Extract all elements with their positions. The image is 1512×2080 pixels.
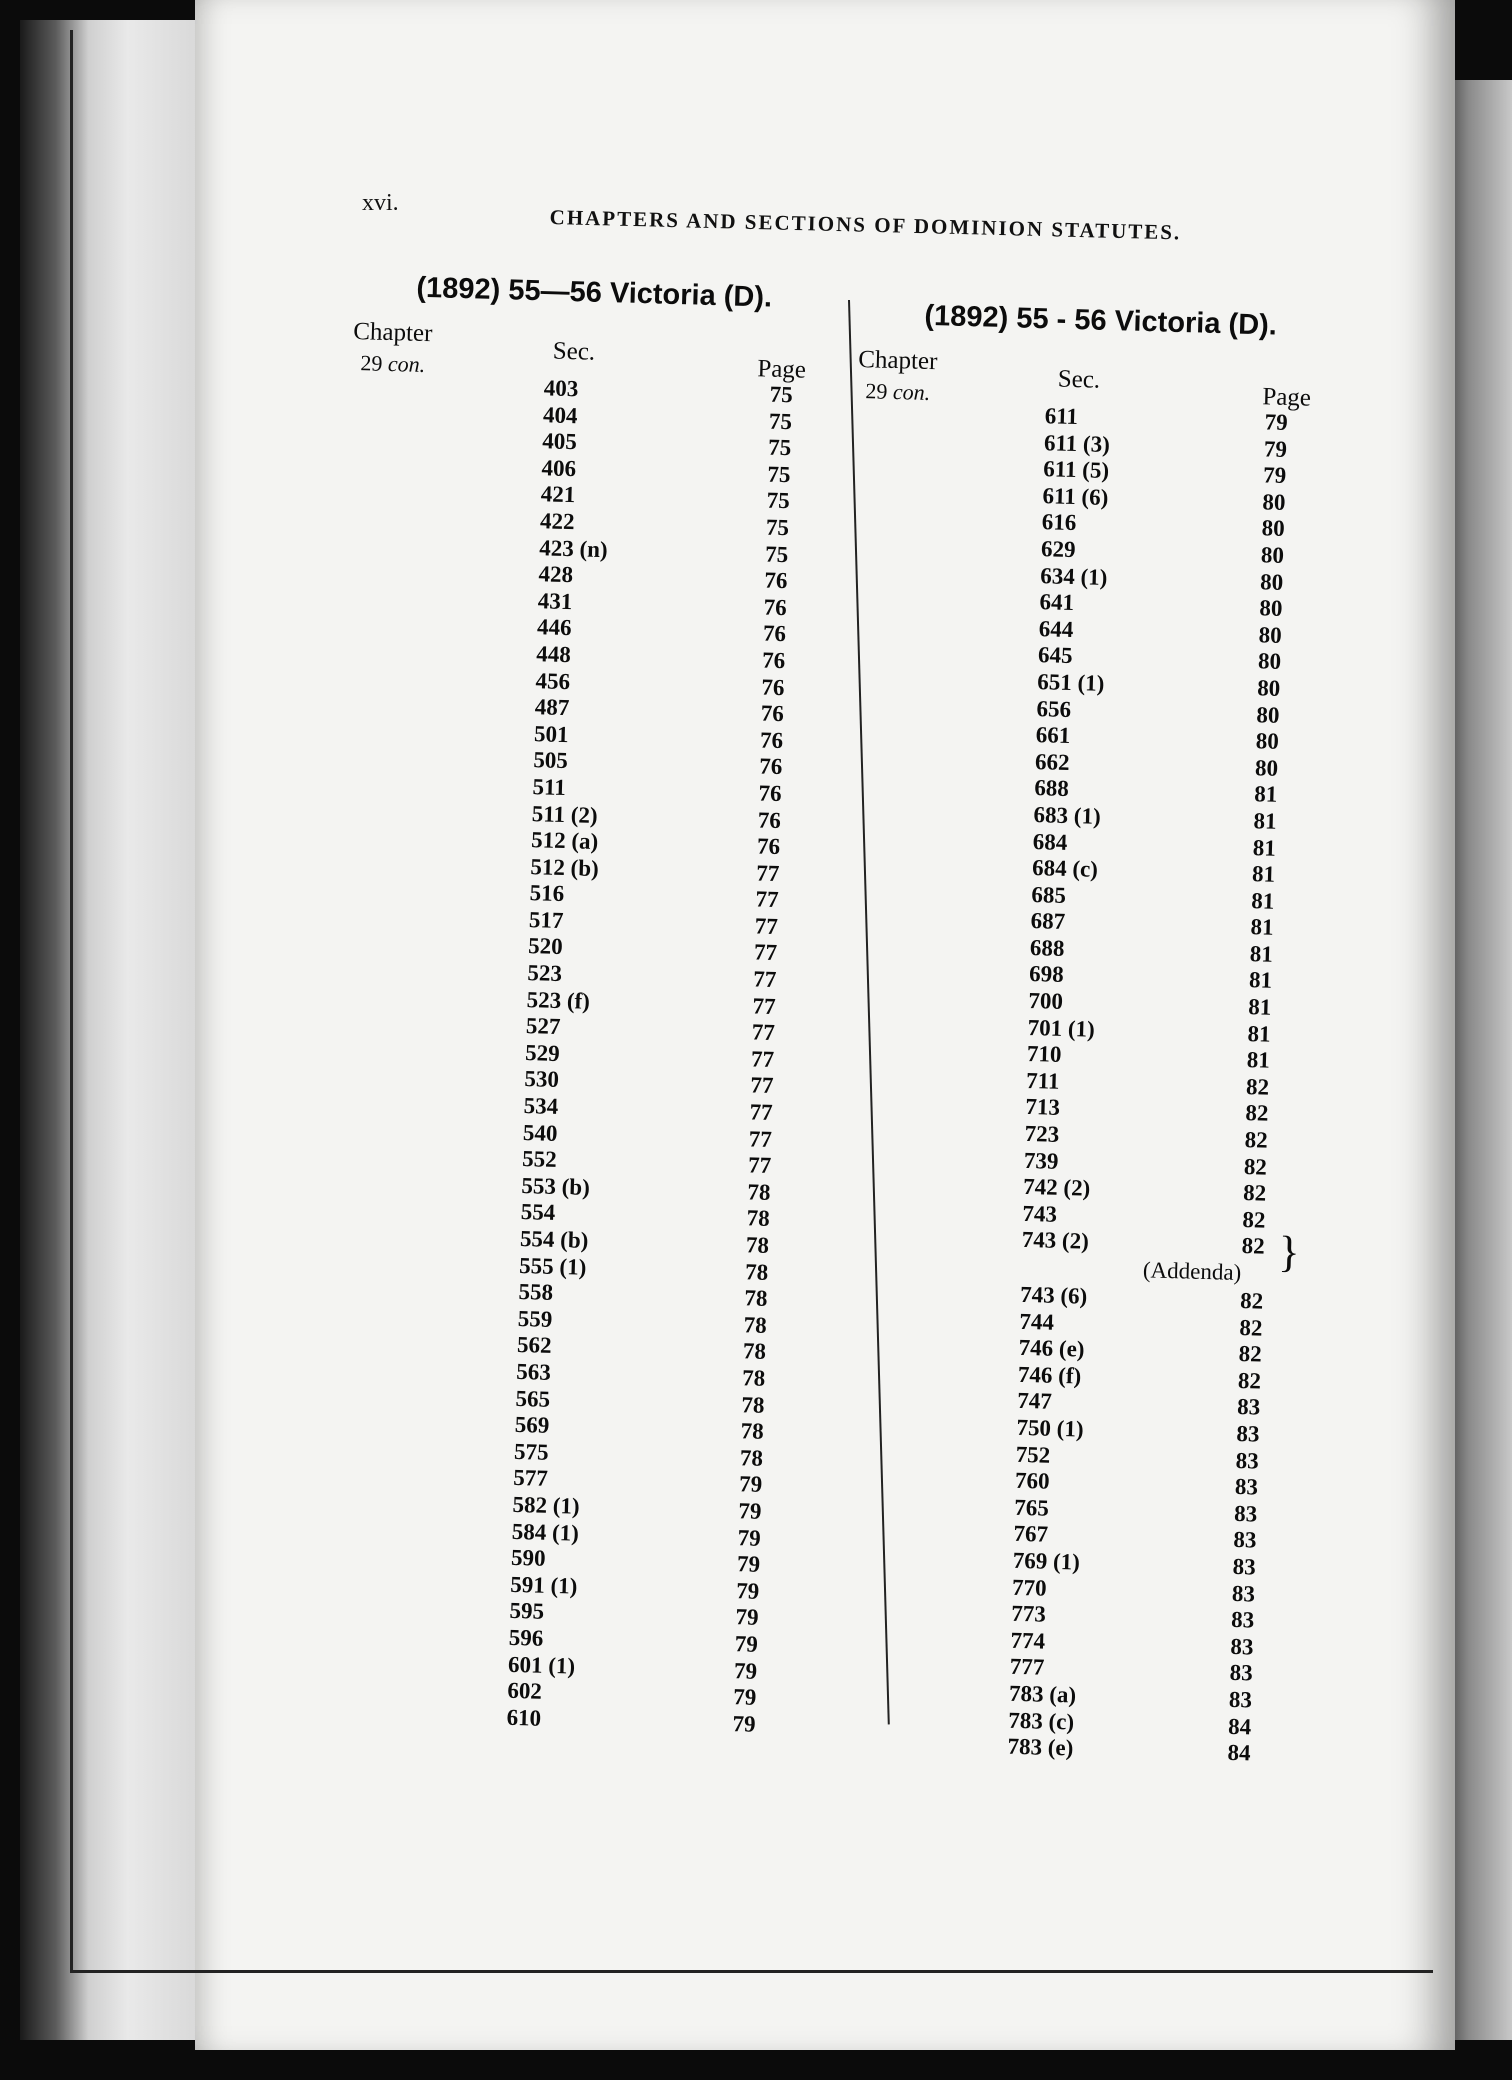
page-number: 76: [760, 700, 785, 727]
section-number: 747: [1016, 1388, 1053, 1415]
section-number: 523 (f): [526, 986, 591, 1014]
page-number: 78: [740, 1418, 765, 1445]
section-number: 773: [1010, 1600, 1047, 1627]
page-number: 78: [743, 1312, 768, 1338]
section-number: 661: [1035, 722, 1071, 749]
page-number: 77: [754, 913, 779, 939]
page-number: 80: [1262, 489, 1286, 515]
left-column-title: (1892) 55—56 Victoria (D).: [416, 271, 773, 314]
section-number: 783 (a): [1008, 1680, 1077, 1708]
page-number: 82: [1245, 1073, 1270, 1100]
page-number: 81: [1249, 941, 1274, 967]
page-number: 83: [1231, 1580, 1256, 1607]
section-number: 511: [532, 774, 567, 800]
section-number: 422: [539, 508, 575, 535]
page-number: 84: [1227, 1713, 1252, 1739]
page-number: 82: [1238, 1341, 1263, 1367]
page-number: 77: [749, 1099, 773, 1126]
section-number: 767: [1013, 1521, 1049, 1548]
section-number: 611 (5): [1042, 456, 1110, 484]
left-chapter-suffix: con.: [387, 350, 426, 377]
section-number: 616: [1041, 509, 1077, 536]
section-number: 523: [527, 960, 563, 987]
addenda-brace: }: [1277, 1227, 1301, 1277]
section-number: 651 (1): [1037, 669, 1105, 696]
section-number: 760: [1014, 1467, 1050, 1494]
section-number: 456: [535, 667, 571, 694]
page-number: 79: [732, 1684, 757, 1710]
page-number: 79: [735, 1577, 760, 1604]
page-number: 80: [1261, 515, 1286, 542]
right-chapter-suffix: con.: [892, 378, 931, 405]
page-number: 82: [1245, 1100, 1269, 1127]
section-number: 713: [1025, 1094, 1061, 1121]
section-number: 743 (6): [1019, 1281, 1088, 1309]
section-number: 684: [1032, 828, 1068, 855]
page-number: 75: [767, 434, 792, 461]
page-number: 75: [767, 461, 791, 488]
section-number: 404: [542, 401, 578, 428]
section-number: 403: [543, 375, 579, 402]
section-number: 683 (1): [1033, 801, 1102, 829]
right-rows: [819, 398, 1337, 1769]
page-number: 82: [1243, 1153, 1268, 1180]
right-column-title: (1892) 55 - 56 Victoria (D).: [924, 299, 1278, 342]
page-number: 79: [733, 1657, 758, 1684]
page-number: 80: [1256, 701, 1280, 728]
section-number: 517: [528, 906, 564, 933]
section-number: 512 (b): [530, 853, 600, 881]
section-number: 769 (1): [1012, 1547, 1081, 1575]
section-number: 487: [534, 694, 570, 721]
section-number: 743 (2): [1021, 1227, 1090, 1255]
page-number: 78: [741, 1391, 765, 1418]
section-number: 770: [1011, 1574, 1047, 1601]
section-number: 783 (c): [1008, 1707, 1075, 1735]
section-number: 421: [540, 481, 576, 508]
page-number: 79: [737, 1524, 762, 1551]
page-number: 80: [1255, 728, 1280, 754]
page-number: 77: [748, 1125, 773, 1152]
section-number: 641: [1039, 589, 1075, 616]
page-number: 75: [768, 408, 793, 434]
page-number: 82: [1242, 1180, 1267, 1206]
section-number: 590: [510, 1544, 546, 1571]
page-number: 76: [759, 727, 784, 753]
page-number: 83: [1229, 1660, 1254, 1686]
page-number: 80: [1258, 622, 1283, 648]
page-number: 76: [758, 780, 782, 807]
section-number: 516: [529, 880, 565, 907]
page-number: 83: [1236, 1394, 1261, 1420]
page-number: 82: [1241, 1233, 1266, 1260]
page-number: 79: [738, 1498, 762, 1524]
page-number: 80: [1259, 568, 1284, 595]
page-number: 82: [1239, 1314, 1263, 1341]
page-number: 81: [1247, 1020, 1271, 1047]
section-number: 777: [1009, 1654, 1045, 1680]
section-number: 629: [1040, 536, 1076, 563]
section-number: 688: [1029, 934, 1065, 961]
page-number: 75: [765, 514, 790, 541]
section-number: 558: [518, 1279, 554, 1306]
section-number: 701 (1): [1027, 1014, 1096, 1042]
section-number: 505: [533, 747, 569, 774]
page-number: 76: [763, 594, 788, 620]
section-number: 744: [1019, 1308, 1055, 1335]
section-number: 431: [537, 587, 573, 614]
folio: xvi.: [362, 190, 399, 216]
section-number: 554 (b): [519, 1225, 589, 1253]
section-number: 611: [1044, 403, 1079, 430]
page-number: 79: [732, 1710, 756, 1737]
page-number: 79: [736, 1551, 761, 1577]
page-number: 78: [742, 1338, 767, 1365]
page-number: 81: [1248, 994, 1272, 1020]
section-number: 584 (1): [511, 1518, 580, 1546]
section-number: 406: [541, 455, 577, 482]
page-number: 79: [734, 1631, 759, 1657]
section-number: 739: [1023, 1147, 1059, 1174]
page-number: 83: [1236, 1420, 1260, 1447]
page-number: 77: [751, 1019, 776, 1046]
page-number: 76: [756, 833, 781, 860]
section-number: 511 (2): [531, 800, 599, 828]
right-sec-header: Sec.: [1057, 365, 1101, 394]
section-number: 611 (6): [1042, 482, 1109, 510]
page-number: 77: [750, 1072, 774, 1099]
page-number: 79: [1264, 409, 1289, 435]
page-number: 78: [744, 1258, 769, 1285]
page-number: 83: [1230, 1633, 1254, 1660]
section-number: 554: [520, 1199, 556, 1226]
page-number: 77: [755, 860, 780, 886]
section-number: 530: [524, 1066, 560, 1093]
page-number: 75: [764, 541, 789, 567]
page-number: 84: [1227, 1739, 1251, 1766]
section-number: 553 (b): [521, 1172, 591, 1200]
section-number: 611 (3): [1043, 429, 1111, 457]
running-head: CHAPTERS AND SECTIONS OF DOMINION STATUTES.: [549, 205, 1182, 245]
section-number: 529: [524, 1039, 561, 1066]
right-chapter-header: Chapter: [857, 345, 938, 376]
section-number: 644: [1038, 615, 1074, 642]
section-number: 746 (f): [1017, 1361, 1082, 1389]
section-number: 591 (1): [510, 1571, 578, 1599]
page-number: 80: [1260, 542, 1285, 568]
section-number: 565: [515, 1385, 551, 1412]
page-number: 82: [1237, 1367, 1262, 1394]
section-number: 423 (n): [538, 534, 609, 562]
page-number: 77: [753, 966, 777, 993]
page-number: 81: [1252, 834, 1277, 861]
page-number: 81: [1253, 808, 1277, 834]
page-number: 79: [735, 1604, 759, 1631]
page-number: 83: [1233, 1527, 1257, 1553]
section-number: 685: [1031, 881, 1067, 908]
page-number: 83: [1234, 1474, 1259, 1500]
section-number: 746 (e): [1018, 1335, 1085, 1362]
section-number: 582 (1): [512, 1491, 580, 1519]
page-number: 83: [1228, 1686, 1253, 1713]
section-number: 711: [1025, 1067, 1060, 1094]
section-number: 527: [525, 1013, 561, 1040]
section-number: 559: [517, 1305, 553, 1332]
page-number: 77: [752, 993, 776, 1019]
page-number: 77: [755, 886, 779, 913]
section-number: 595: [509, 1598, 545, 1625]
section-number: 743: [1022, 1200, 1058, 1227]
page-number: 81: [1253, 781, 1278, 808]
left-chapter-header: Chapter: [352, 317, 433, 348]
section-number: 700: [1028, 988, 1064, 1014]
section-number: 774: [1010, 1627, 1046, 1654]
section-number: 610: [506, 1704, 542, 1731]
section-number: 575: [513, 1438, 549, 1465]
section-number: 428: [538, 561, 574, 588]
section-number: 662: [1034, 748, 1070, 775]
page-number: 78: [741, 1365, 766, 1391]
section-number: 569: [514, 1412, 550, 1439]
page-number: 78: [747, 1179, 771, 1205]
page-number: 77: [750, 1046, 775, 1072]
section-number: 710: [1026, 1041, 1062, 1068]
page-number: 82: [1244, 1127, 1268, 1153]
section-number: 601 (1): [507, 1651, 576, 1679]
section-number: 684 (c): [1031, 855, 1099, 882]
left-sec-header: Sec.: [552, 337, 596, 366]
section-number: 698: [1028, 961, 1065, 988]
page-number: 76: [757, 806, 782, 833]
section-number: 765: [1013, 1494, 1050, 1521]
page-number: 79: [738, 1471, 763, 1498]
page-number: 79: [1262, 462, 1287, 489]
section-number: 552: [521, 1146, 558, 1173]
section-number: 742 (2): [1022, 1174, 1091, 1201]
section-number: 688: [1034, 775, 1070, 802]
section-number: 723: [1024, 1120, 1060, 1147]
section-number: 752: [1015, 1441, 1051, 1468]
page-number: 83: [1235, 1447, 1260, 1474]
page-number: 76: [761, 647, 786, 674]
page-number: 78: [745, 1232, 770, 1258]
page-number: 79: [1263, 435, 1288, 462]
section-number: 634 (1): [1039, 562, 1108, 590]
section-number: 501: [533, 720, 569, 747]
section-number: 562: [516, 1332, 552, 1359]
page-number: 76: [758, 753, 783, 780]
section-number: 656: [1036, 695, 1072, 722]
page-number: 83: [1233, 1500, 1258, 1527]
page-number: 80: [1259, 595, 1283, 622]
page-number: 80: [1254, 754, 1279, 781]
left-page-header: Page: [757, 355, 807, 384]
page-number: 81: [1251, 861, 1276, 887]
section-number: 534: [523, 1093, 559, 1120]
addenda-label: (Addenda): [1142, 1257, 1242, 1286]
page-number: 82: [1239, 1288, 1264, 1314]
page-number: 76: [762, 620, 787, 647]
section-number: 540: [522, 1119, 558, 1146]
page-number: 78: [739, 1444, 764, 1471]
section-number: 520: [527, 933, 564, 960]
section-number: 577: [512, 1465, 549, 1492]
page-number: 80: [1256, 675, 1281, 701]
section-number: 446: [536, 614, 572, 641]
page-number: 81: [1246, 1047, 1271, 1073]
page-number: 78: [746, 1205, 771, 1232]
page-number: 77: [747, 1152, 772, 1179]
section-number: 645: [1037, 642, 1073, 669]
page-number: 82: [1242, 1206, 1266, 1233]
page-number: 81: [1250, 887, 1275, 914]
section-number: 555 (1): [518, 1252, 587, 1280]
page-number: 75: [769, 381, 794, 408]
page-number: 76: [764, 567, 788, 594]
section-number: 563: [515, 1358, 552, 1385]
page-number: 83: [1230, 1607, 1255, 1633]
page-number: 77: [753, 939, 778, 966]
page-number: 83: [1232, 1553, 1257, 1580]
left-rows: [314, 370, 832, 1739]
page-number: 75: [766, 487, 791, 514]
section-number: 783 (e): [1007, 1733, 1074, 1761]
page-number: 81: [1250, 914, 1274, 941]
section-number: 596: [508, 1624, 544, 1651]
section-number: 405: [541, 428, 578, 455]
page-number: 76: [761, 674, 785, 700]
page-number: 78: [744, 1285, 768, 1312]
left-chapter-number: 29: [360, 350, 383, 376]
right-page-header: Page: [1262, 383, 1312, 412]
section-number: 602: [507, 1677, 543, 1704]
section-number: 448: [536, 641, 572, 668]
right-chapter-number: 29: [865, 378, 888, 404]
page-number: 81: [1248, 967, 1273, 994]
page-number: 80: [1257, 648, 1282, 675]
section-number: 687: [1030, 908, 1066, 935]
section-number: 750 (1): [1016, 1414, 1084, 1442]
section-number: 512 (a): [530, 827, 599, 855]
